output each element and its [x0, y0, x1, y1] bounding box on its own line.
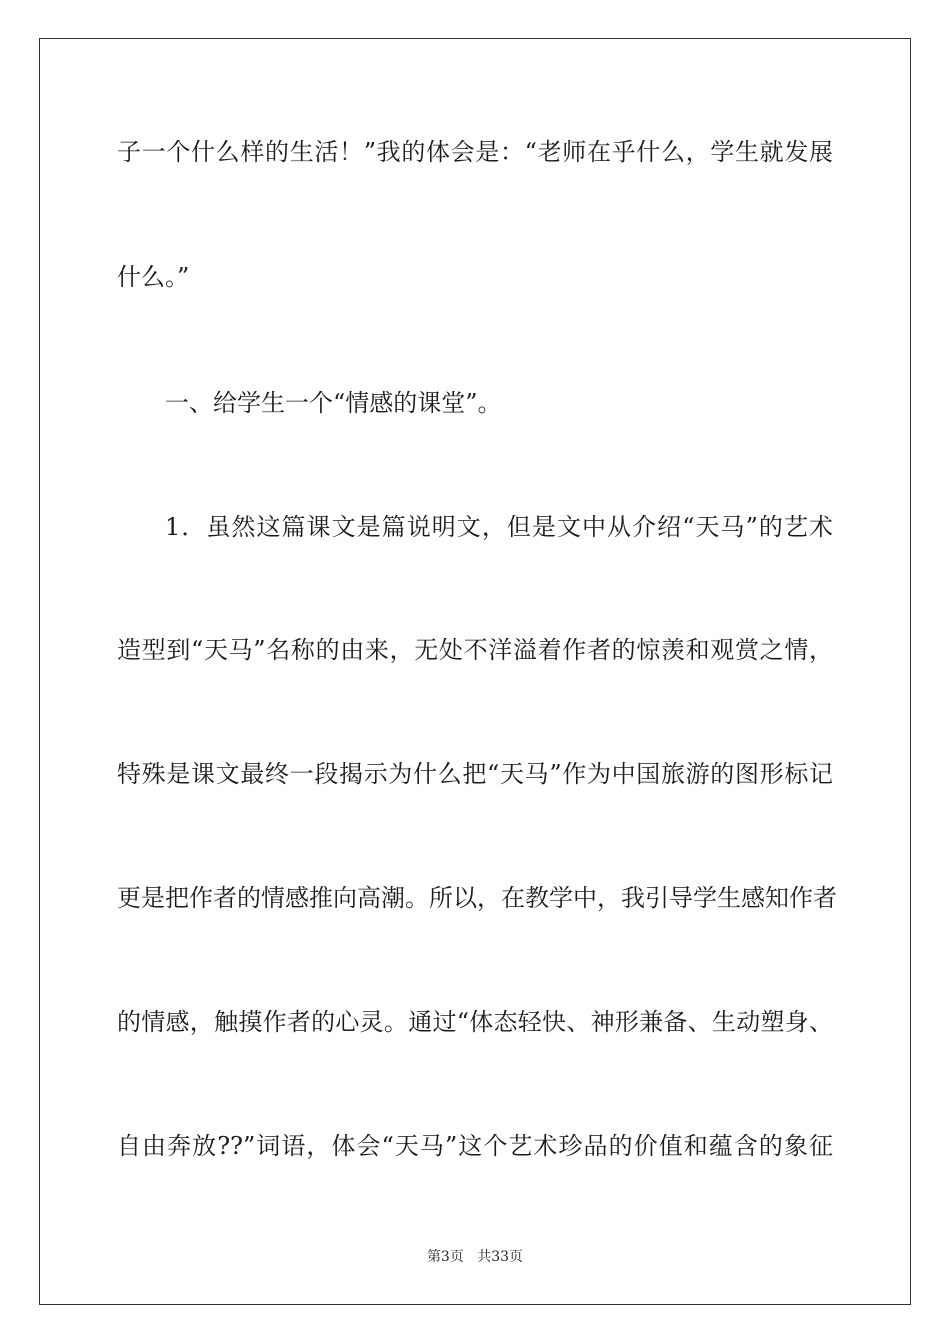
page-number: 第3页	[426, 1249, 464, 1265]
paragraph-line-8: 自由奔放??”词语，体会“天马”这个艺术珍品的价值和蕴含的象征	[117, 1132, 833, 1160]
section-heading: 一、给学生一个“情感的课堂”。	[165, 389, 502, 417]
paragraph-line-1: 子一个什么样的生活！”我的体会是：“老师在乎什么，学生就发展	[117, 138, 833, 166]
paragraph-line-7: 的情感，触摸作者的心灵。通过“体态轻快、神形兼备、生动塑身、	[117, 1008, 833, 1036]
paragraph-line-2: 什么。”	[117, 263, 190, 291]
page-footer	[0, 1248, 950, 1266]
paragraph-line-3: 1．虽然这篇课文是篇说明文，但是文中从介绍“天马”的艺术	[165, 513, 833, 541]
paragraph-line-6: 更是把作者的情感推向高潮。所以，在教学中，我引导学生感知作者	[117, 884, 837, 912]
paragraph-line-5: 特殊是课文最终一段揭示为什么把“天马”作为中国旅游的图形标记	[117, 760, 833, 788]
paragraph-line-4: 造型到“天马”名称的由来，无处不洋溢着作者的惊羡和观赏之情，	[117, 636, 833, 664]
page-total: 共33页	[477, 1249, 524, 1265]
page-border	[39, 38, 911, 1305]
